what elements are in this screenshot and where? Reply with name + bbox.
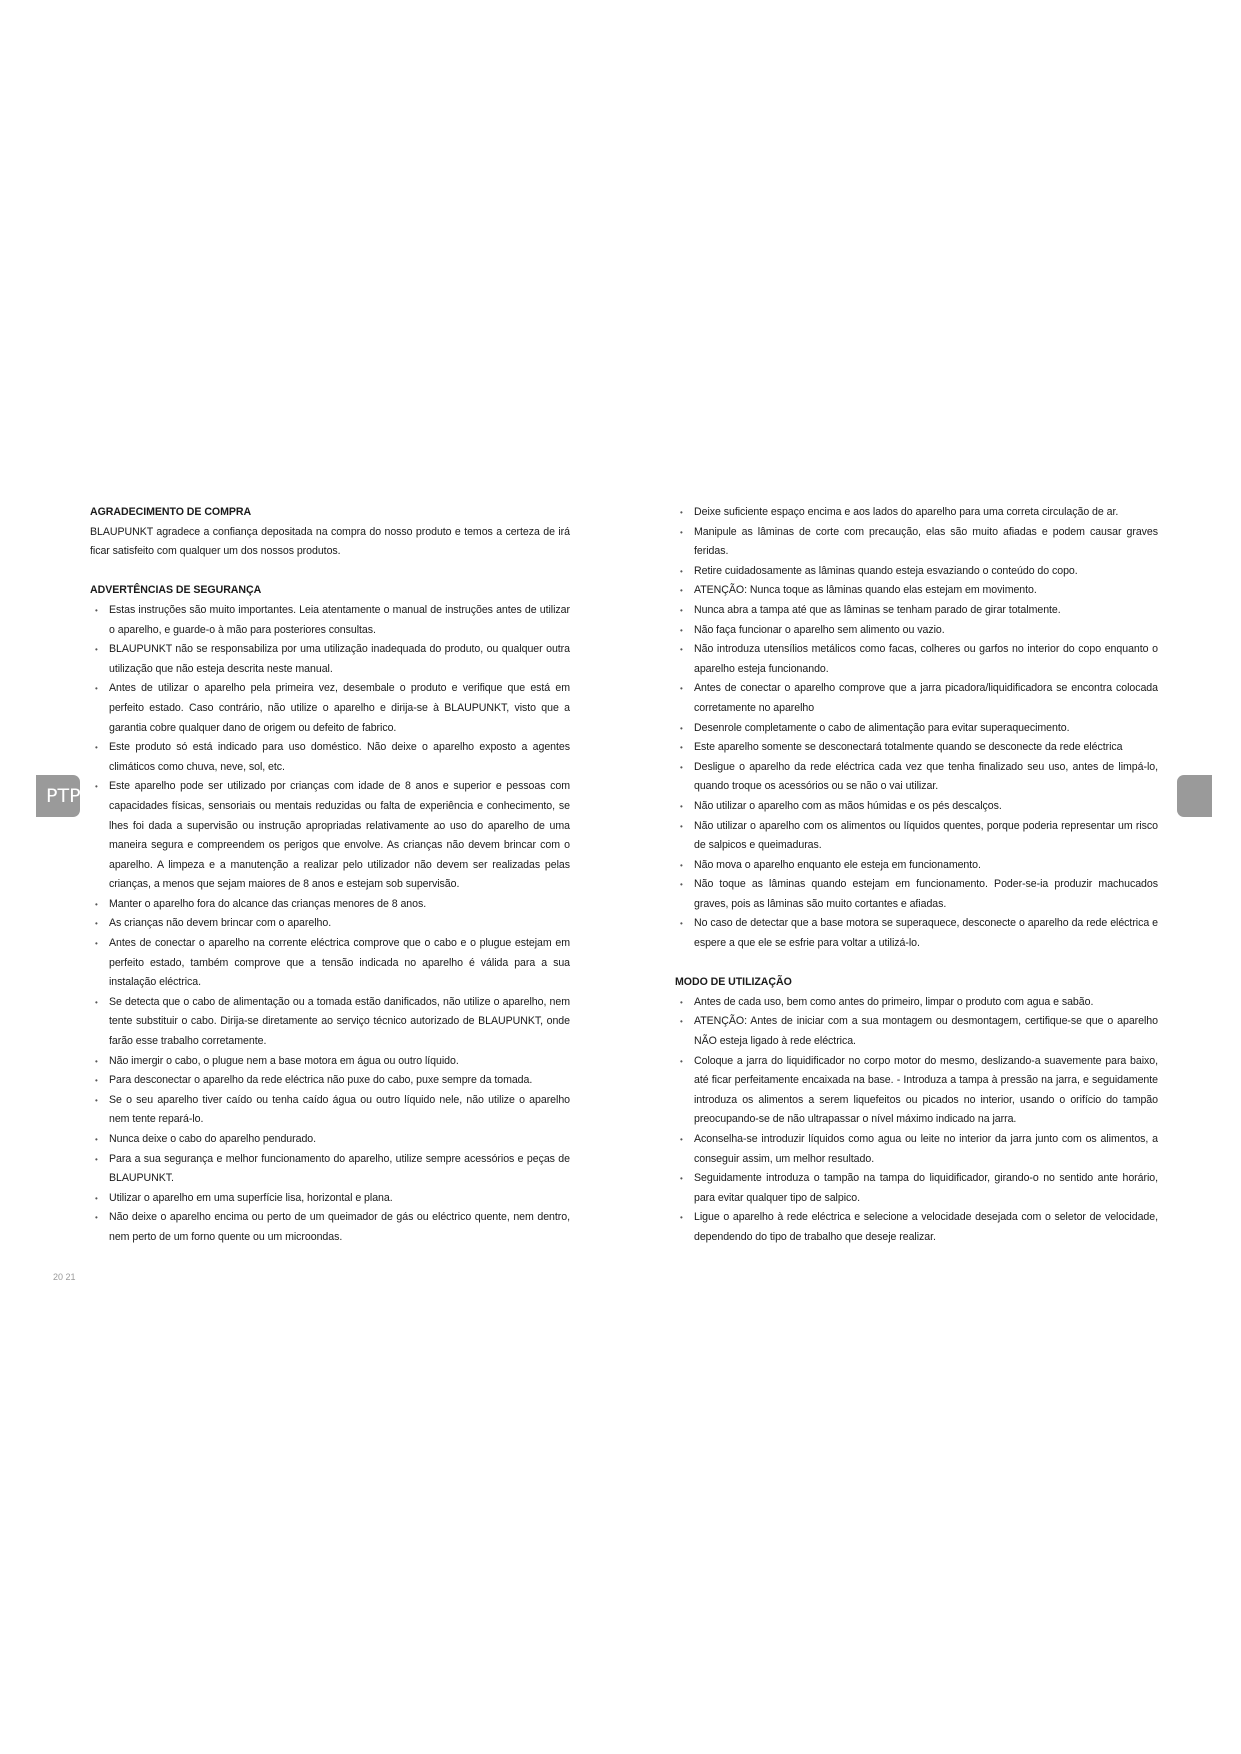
list-item: • Não toque as lâminas quando estejam em funcionamento. Poder-se-ia produzir machucados graves, pois as lâminas são muito cortantes e afiadas. — [675, 875, 1158, 914]
list-item: • Manipule as lâminas de corte com precaução, elas são muito afiadas e podem causar graves feridas. — [675, 523, 1158, 562]
list-item: • Manter o aparelho fora do alcance das crianças menores de 8 anos. — [90, 895, 570, 915]
list-item: • Nunca abra a tampa até que as lâminas se tenham parado de girar totalmente. — [675, 601, 1158, 621]
list-item: • Se o seu aparelho tiver caído ou tenha caído água ou outro líquido nele, não utilize o aparelho nem tente repará-lo. — [90, 1091, 570, 1130]
usage-list — [675, 993, 1158, 1248]
list-item: • Para desconectar o aparelho da rede eléctrica não puxe do cabo, puxe sempre da tomada. — [90, 1071, 570, 1091]
list-item: • BLAUPUNKT não se responsabiliza por uma utilização inadequada do produto, ou qualquer outra utilização que não esteja descrita neste manual. — [90, 640, 570, 679]
left-column — [90, 503, 570, 1248]
list-item: • No caso de detectar que a base motora se superaquece, desconecte o aparelho da rede eléctrica e espere a que ele se esfrie para voltar a utilizá-lo. — [675, 914, 1158, 953]
list-item: • As crianças não devem brincar com o aparelho. — [90, 914, 570, 934]
list-item: • Não utilizar o aparelho com as mãos húmidas e os pés descalços. — [675, 797, 1158, 817]
list-item: • Para a sua segurança e melhor funcionamento do aparelho, utilize sempre acessórios e peças de BLAUPUNKT. — [90, 1150, 570, 1189]
safety-list-continued — [675, 503, 1158, 954]
language-tab: PTP — [36, 775, 80, 817]
list-item: • ATENÇÃO: Nunca toque as lâminas quando elas estejam em movimento. — [675, 581, 1158, 601]
safety-list — [90, 601, 570, 1248]
list-item: • Não faça funcionar o aparelho sem alimento ou vazio. — [675, 621, 1158, 641]
intro-text: BLAUPUNKT agradece a confiança depositada na compra do nosso produto e temos a certeza de irá ficar satisfeito com qualquer um dos nossos produtos. — [90, 525, 570, 558]
right-column — [675, 503, 1158, 1248]
list-item: • Coloque a jarra do liquidificador no corpo motor do mesmo, deslizando-a suavemente para baixo, até ficar perfeitamente encaixada na base. - Introduza a tampa à pressão na jarra, e seguidamente introduza os alimentos a serem liquefeitos ou picados no interior, usando o orifício do tampão preocupando-se de não ultrapassar o nível máximo indicado na jarra. — [675, 1052, 1158, 1130]
list-item: • Este aparelho pode ser utilizado por crianças com idade de 8 anos e superior e pessoas com capacidades físicas, sensoriais ou mentais reduzidas ou falta de experiência e conhecimento, se lhes foi dada a supervisão ou instrução apropriadas relativamente ao uso do aparelho de uma maneira segura e compreendem os perigos que envolve. As crianças não devem brincar com o aparelho. A limpeza e a manutenção a realizar pelo utilizador não devem ser realizadas pelas crianças, a menos que sejam maiores de 8 anos e estejam sob supervisão. — [90, 777, 570, 895]
list-item: • Estas instruções são muito importantes. Leia atentamente o manual de instruções antes de utilizar o aparelho, e guarde-o à mão para posteriores consultas. — [90, 601, 570, 640]
list-item: • ATENÇÃO: Antes de iniciar com a sua montagem ou desmontagem, certifique-se que o aparelho NÃO esteja ligado à rede eléctrica. — [675, 1012, 1158, 1051]
list-item: • Antes de cada uso, bem como antes do primeiro, limpar o produto com agua e sabão. — [675, 993, 1158, 1013]
list-item: • Antes de utilizar o aparelho pela primeira vez, desembale o produto e verifique que está em perfeito estado. Caso contrário, não utilize o aparelho e dirija-se à BLAUPUNKT, visto que a garantia cobre qualquer dano de origem ou defeito de fabrico. — [90, 679, 570, 738]
list-item: • Utilizar o aparelho em uma superfície lisa, horizontal e plana. — [90, 1189, 570, 1209]
language-tab-right — [1177, 775, 1212, 817]
list-item: • Desligue o aparelho da rede eléctrica cada vez que tenha finalizado seu uso, antes de limpá-lo, quando troque os acessórios ou se não o vai utilizar. — [675, 758, 1158, 797]
list-item: • Não utilizar o aparelho com os alimentos ou líquidos quentes, porque poderia representar um risco de salpicos e queimaduras. — [675, 817, 1158, 856]
list-item: • Desenrole completamente o cabo de alimentação para evitar superaquecimento. — [675, 719, 1158, 739]
list-item: • Antes de conectar o aparelho comprove que a jarra picadora/liquidificadora se encontra colocada corretamente no aparelho — [675, 679, 1158, 718]
list-item: • Este aparelho somente se desconectará totalmente quando se desconecte da rede eléctrica — [675, 738, 1158, 758]
list-item: • Não mova o aparelho enquanto ele esteja em funcionamento. — [675, 856, 1158, 876]
list-item: • Retire cuidadosamente as lâminas quando esteja esvaziando o conteúdo do copo. — [675, 562, 1158, 582]
usage-heading: MODO DE UTILIZAÇÃO — [675, 976, 792, 989]
list-item: • Aconselha-se introduzir líquidos como agua ou leite no interior da jarra junto com os alimentos, a conseguir assim, um melhor resultado. — [675, 1130, 1158, 1169]
page-numbers: 20 21 — [53, 1272, 76, 1282]
list-item: • Deixe suficiente espaço encima e aos lados do aparelho para uma correta circulação de ar. — [675, 503, 1158, 523]
list-item: • Antes de conectar o aparelho na corrente eléctrica comprove que o cabo e o plugue estejam em perfeito estado, também comprove que a tensão indicada no aparelho é válida para a sua instalação eléctrica. — [90, 934, 570, 993]
list-item: • Seguidamente introduza o tampão na tampa do liquidificador, girando-o no sentido ante horário, para evitar qualquer tipo de salpico. — [675, 1169, 1158, 1208]
list-item: • Nunca deixe o cabo do aparelho pendurado. — [90, 1130, 570, 1150]
intro-heading: AGRADECIMENTO DE COMPRA — [90, 506, 252, 518]
list-item: • Se detecta que o cabo de alimentação ou a tomada estão danificados, não utilize o aparelho, nem tente substituir o cabo. Dirija-se diretamente ao serviço técnico autorizado de BLAUPUNKT, onde farão esse trabalho corretamente. — [90, 993, 570, 1052]
list-item: • Não introduza utensílios metálicos como facas, colheres ou garfos no interior do copo enquanto o aparelho esteja funcionando. — [675, 640, 1158, 679]
list-item: • Este produto só está indicado para uso doméstico. Não deixe o aparelho exposto a agentes climáticos como chuva, neve, sol, etc. — [90, 738, 570, 777]
list-item: • Ligue o aparelho à rede eléctrica e selecione a velocidade desejada com o seletor de velocidade, dependendo do tipo de trabalho que deseje realizar. — [675, 1208, 1158, 1247]
safety-heading: ADVERTÊNCIAS DE SEGURANÇA — [90, 584, 262, 597]
list-item: • Não deixe o aparelho encima ou perto de um queimador de gás ou eléctrico quente, nem dentro, nem perto de um forno quente ou um microondas. — [90, 1208, 570, 1247]
list-item: • Não imergir o cabo, o plugue nem a base motora em água ou outro líquido. — [90, 1052, 570, 1072]
